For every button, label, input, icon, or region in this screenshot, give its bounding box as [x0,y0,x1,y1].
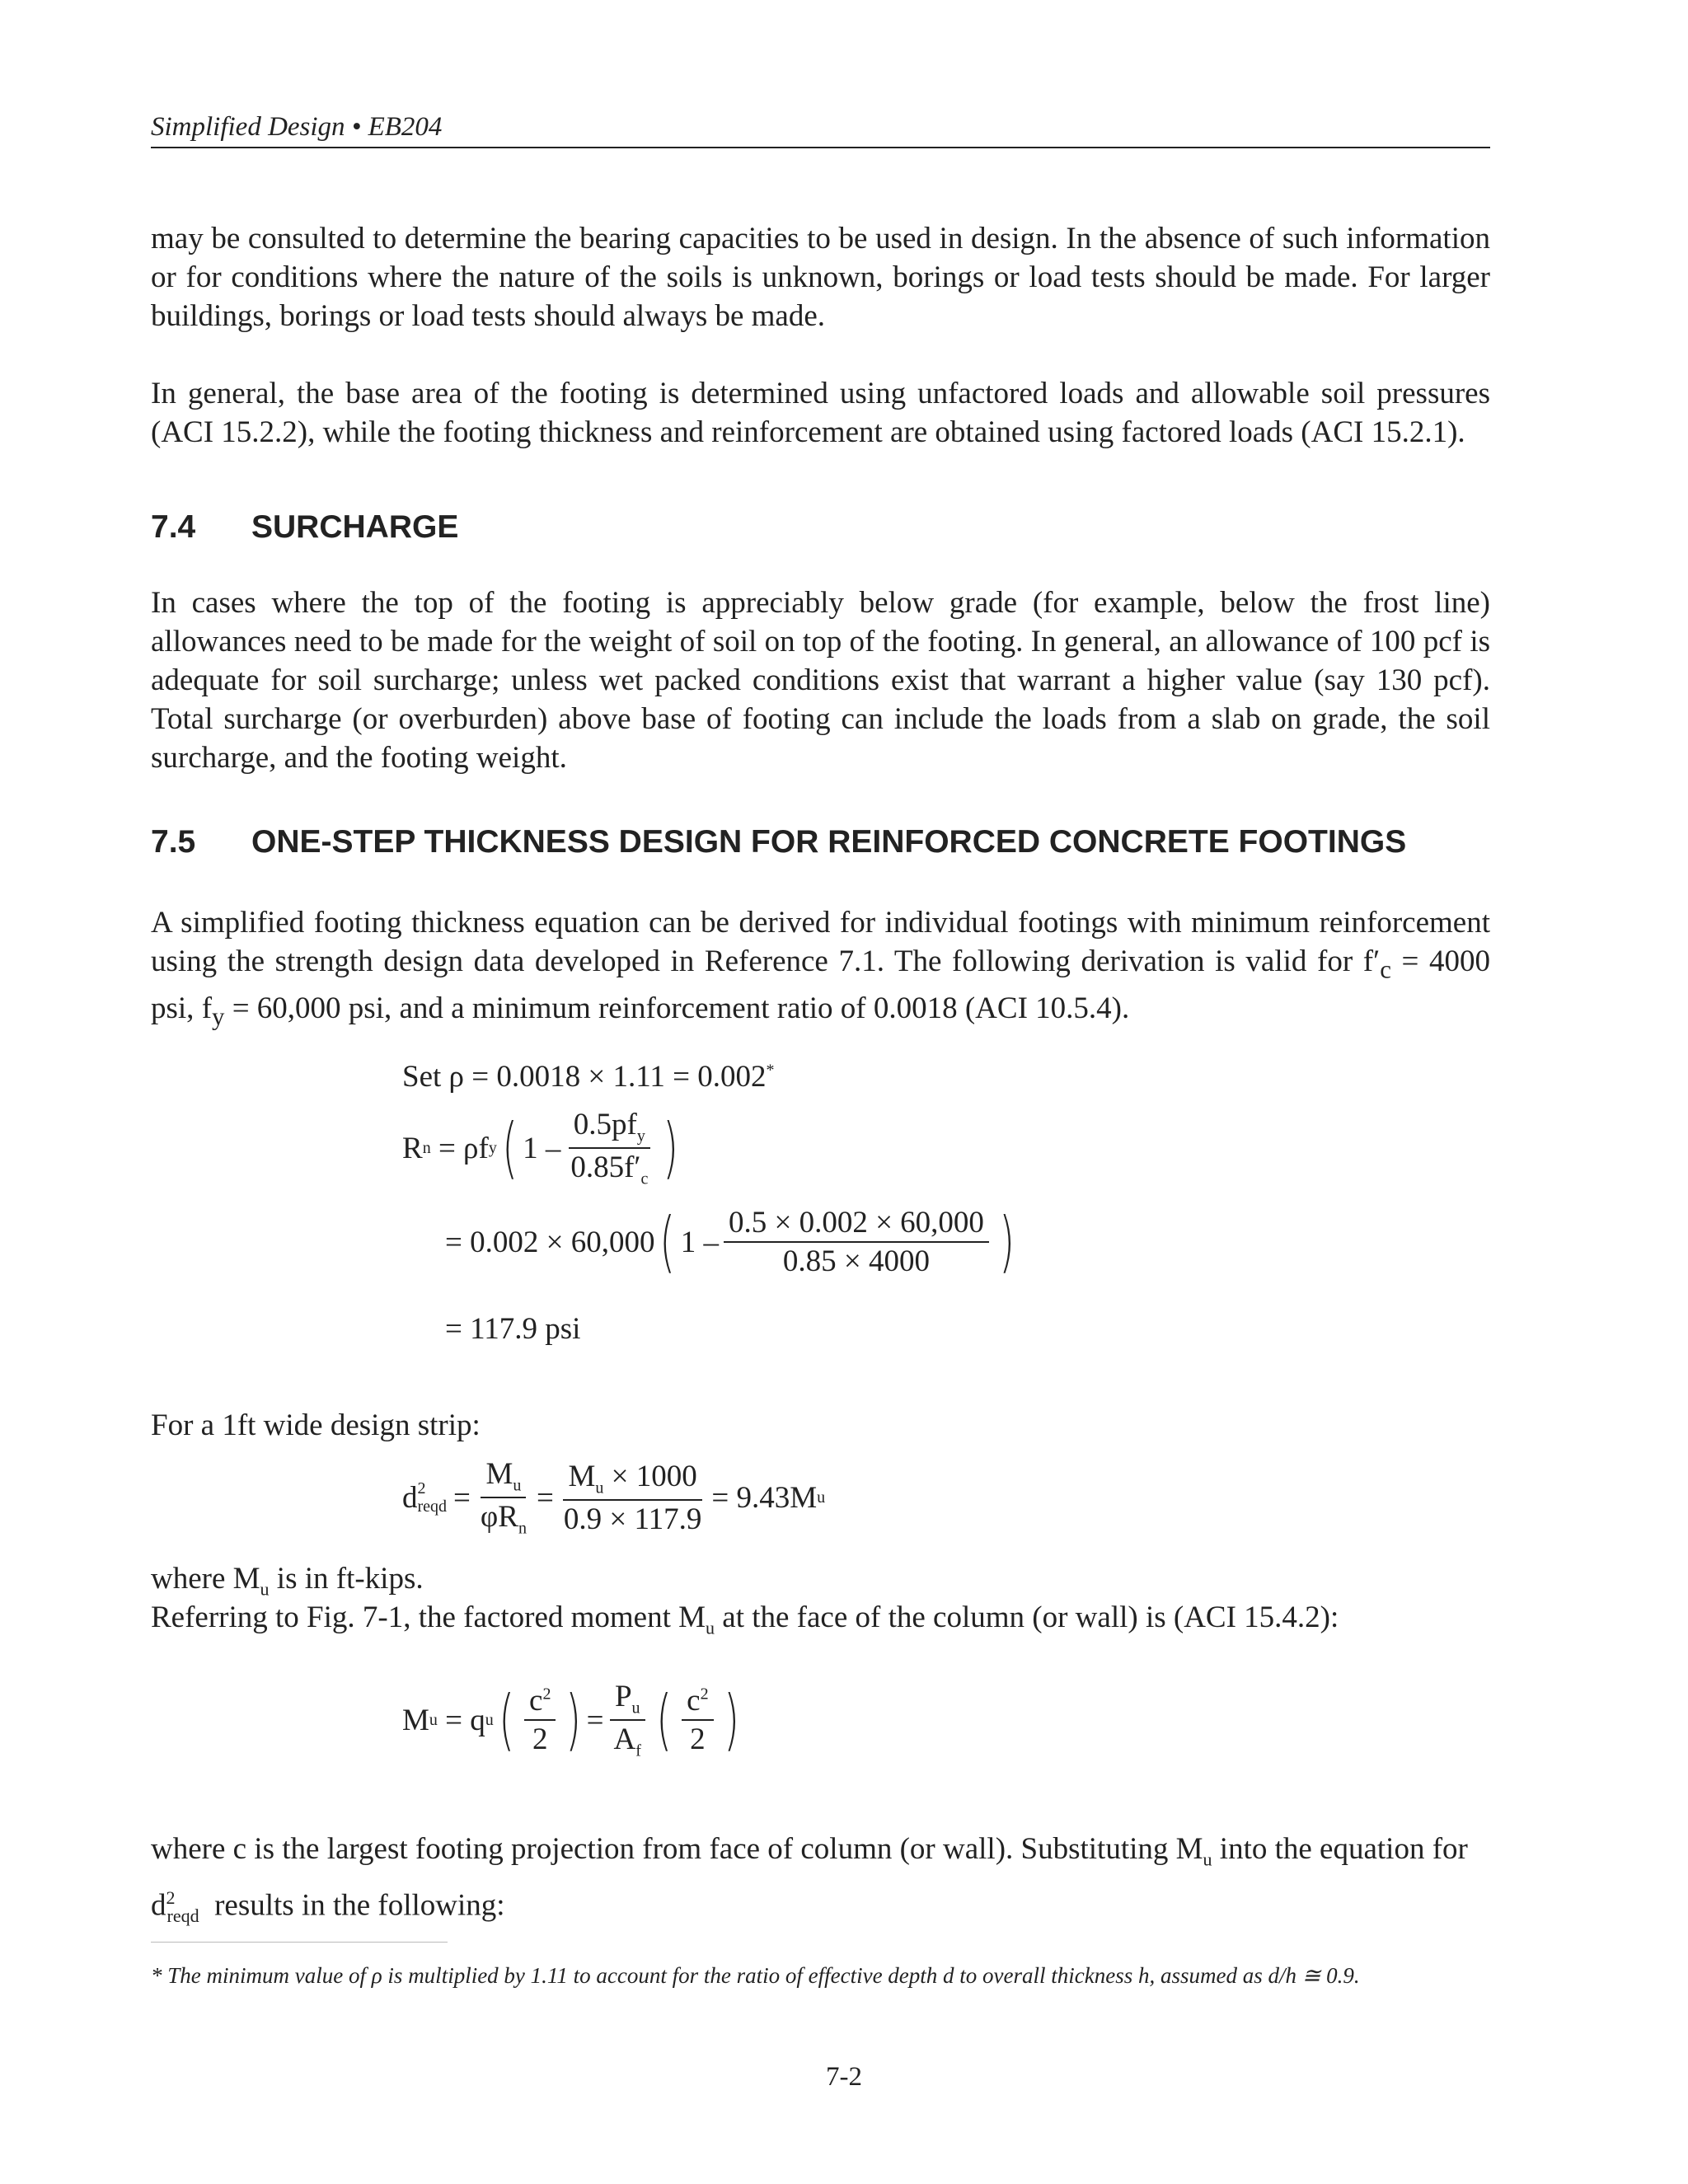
equation-rn-result: = 117.9 psi [445,1312,581,1346]
footnote: * The minimum value of ρ is multiplied by 1.11 to account for the ratio of effective depth d to overall thickness h, assumed as d/h ≅ 0.9. [151,1963,1360,1988]
equation-d-required: d 2 reqd = $\frac{M_u}{\varphi R_n}$ = $\frac{M_u \times 1000}{0.9 \times 117.9}$ = 9.43M u [402,1457,826,1538]
paragraph-footing-equation: A simplified footing thickness equation can be derived for individual footings with minimum reinforcement using the strength design data developed in Reference 7.1. The following derivation is valid for $f'_c = 4000$ psi, $f_y = 60,000$ psi, and a minimum reinforcement ratio of 0.0018 (ACI 10.5.4). [151,906,1491,1031]
running-header: Simplified Design • EB204 [151,112,443,142]
fraction: $\frac{0.5 \times 0.002 \times 60,000}{0.85 \times 4000}$ [724,1207,989,1277]
equation-set-rho: Set ρ = 0.0018 × 1.11 = 0.002* [402,1060,775,1094]
fraction: $\frac{0.5pf_y}{0.85f'_c}$ [565,1109,653,1188]
page-number: 7-2 [826,2062,862,2092]
header-rule [151,147,1490,148]
fraction: $\frac{c^2}{2}$ [682,1685,713,1755]
section-number: 7.4 [151,509,196,545]
section-title: SURCHARGE [251,509,459,545]
equation-rn-substitution: = 0.002 × 60,000 ( 1 – $\frac{0.5 \times 0.002 \times 60,000}{0.85 \times 4000}$ ) [445,1203,1015,1280]
equation-rn-definition: R n = ρf y ( 1 – $\frac{0.5pf_y}{0.85f'_c}$ ) [402,1108,679,1188]
paragraph-bearing-capacity: may be consulted to determine the bearing capacities to be used in design. In the absence of such information or for conditions where the nature of the soils is unknown, borings or load tests should be made. For larger buildings, borings or load tests should always be made. [151,222,1490,333]
section-heading-7-5 [151,824,1406,860]
paragraph-design-strip: For a 1ft wide design strip: [151,1408,481,1442]
paragraph-base-area: In general, the base area of the footing is determined using unfactored loads and allowable soil pressures (ACI 15.2.2), while the footing thickness and reinforcement are obtained using factored loads (ACI 15.2.1). [151,377,1490,449]
paragraph-surcharge: In cases where the top of the footing is appreciably below grade (for example, below the frost line) allowances need to be made for the weight of soil on top of the footing. In general, an allowance of 100 pcf is adequate for soil surcharge; unless wet packed conditions exist that warrant a higher value (say 130 pcf). Total surcharge (or overburden) above base of footing can include the loads from a slab on grade, the soil surcharge, and the footing weight. [151,586,1490,775]
footnote-rule [151,1942,448,1943]
fraction: $\frac{M_u}{\varphi R_n}$ [480,1457,527,1538]
fraction: $\frac{M_u \times 1000}{0.9 \times 117.9}$ [563,1459,702,1537]
paragraph-substitution: where c is the largest footing projection from face of column (or wall). Substituting $M_u$ into the equation for $d^2_{reqd}$ results in the following: [151,1832,1468,1927]
section-heading-7-4 [151,509,458,546]
paragraph-factored-moment: Referring to Fig. 7-1, the factored moment $M_u$ at the face of the column (or wall) is (ACI 15.4.2): [151,1601,1339,1638]
equation-moment: M u = q u ( $\frac{c^2}{2}$ ) = $\frac{P_u}{A_f}$ ( $\frac{c^2}{2}$ ) [402,1680,739,1760]
paragraph-mu-units: where $M_u$ is in ft-kips. [151,1562,424,1600]
section-number: 7.5 [151,824,196,860]
fraction: $\frac{c^2}{2}$ [524,1685,556,1755]
fraction: $\frac{P_u}{A_f}$ [609,1681,646,1760]
fy-symbol: $f_y$ [201,991,225,1031]
section-title: ONE-STEP THICKNESS DESIGN FOR REINFORCED CONCRETE FOOTINGS [251,824,1407,860]
fc-symbol: $f'_c$ [1362,944,1391,984]
